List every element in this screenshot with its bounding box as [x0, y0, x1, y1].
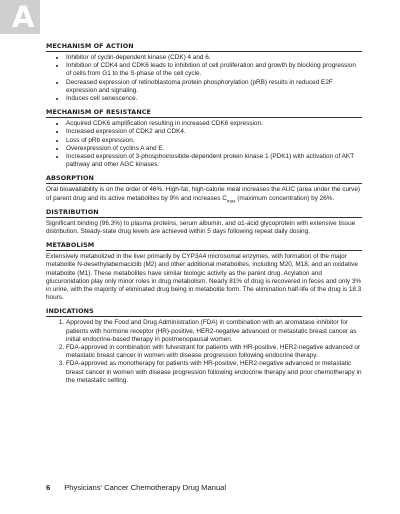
list-item: • Acquired CDK6 amplification resulting in increased CDK6 expression.	[66, 120, 362, 128]
page-footer	[46, 483, 226, 492]
list-item: • Loss of pRb expression.	[66, 137, 362, 145]
text-part: (maximum concentration) by 26%.	[235, 194, 335, 202]
subscript: max	[226, 197, 236, 203]
list-item: 3. FDA-approved as monotherapy for patients with HR-positive, HER2-negative advanced or metastatic breast cancer in women with disease progression following endocrine therapy and prior chemotherapy in the metastatic setting.	[66, 360, 362, 385]
section-heading: ABSORPTION	[46, 174, 362, 184]
section-metabolism	[46, 241, 362, 302]
page-content	[46, 42, 362, 390]
section-heading: MECHANISM OF RESISTANCE	[46, 108, 362, 118]
bullet-list	[46, 120, 362, 169]
section-mechanism-of-action	[46, 42, 362, 103]
list-item: • Overexpression of cyclins A and E.	[66, 145, 362, 153]
section-text: Extensively metabolized in the liver primarily by CYP3A4 microsomal enzymes, with formation of the major metabolite N-desethylabemaciclib (M2) and other additional metabolites, including M20, M18, and an oxidative metabolite (M1). These metabolites have similar biologic activity as the parent drug. Acylation and glucuronidation play only minor roles in drug metabolism. Nearly 81% of drug is recovered in feces and only 3% in urine, with the majority of eliminated drug being in metabolite form. The elimination half-life of the drug is 18.3 hours.	[46, 253, 362, 302]
list-item: • Inhibitor of cyclin-dependent kinase (CDK) 4 and 6.	[66, 54, 362, 62]
numbered-list	[46, 319, 362, 385]
section-text	[46, 186, 362, 202]
section-heading: MECHANISM OF ACTION	[46, 42, 362, 52]
list-item: • Inhibition of CDK4 and CDK6 leads to inhibition of cell proliferation and growth by blocking progression of cells from G1 to the S-phase of the cell cycle.	[66, 62, 362, 78]
list-item: • Induces cell senescence.	[66, 95, 362, 103]
section-tab-letter: A	[0, 0, 40, 34]
list-item: 1. Approved by the Food and Drug Administration (FDA) in combination with an aromatase inhibitor for patients with hormone receptor (HR)-positive, HER2-negative advanced or metastatic breast cancer as initial endocrine-based therapy in postmenopausal women.	[66, 319, 362, 344]
section-heading: DISTRIBUTION	[46, 208, 362, 218]
section-indications	[46, 307, 362, 385]
section-absorption	[46, 174, 362, 202]
section-text: Significant binding (96.3%) to plasma proteins, serum albumin, and α1-acid glycoprotein with extensive tissue distribution. Steady-state drug levels are achieved within 5 days following repeat daily dosing.	[46, 219, 356, 236]
section-heading: METABOLISM	[46, 241, 362, 251]
text-part: Oral bioavailability is on the order of 46%. High-fat, high-calorie meal increases the AUC (area under the curve) of parent drug and its active metabolites by 9% and increases C	[46, 186, 361, 202]
book-title: Physicians' Cancer Chemotherapy Drug Manual	[64, 483, 227, 492]
section-mechanism-of-resistance	[46, 108, 362, 169]
bullet-list	[46, 54, 362, 103]
section-distribution	[46, 208, 362, 236]
list-item: • Increased expression of CDK2 and CDK4.	[66, 128, 362, 136]
page-number: 6	[46, 483, 51, 492]
section-heading: INDICATIONS	[46, 307, 362, 317]
list-item: • Decreased expression of retinoblastoma protein phosphorylation (pRB) results in reduced E2F expression and signaling.	[66, 79, 362, 95]
list-item: 2. FDA-approved in combination with fulvestrant for patients with HR-positive, HER2-negative advanced or metastatic breast cancer in women with disease progression following endocrine therapy.	[66, 344, 362, 360]
list-item: • Increased expression of 3-phosphoinositide-dependent protein kinase 1 (PDK1) with activation of AKT pathway and other AGC kinases.	[66, 153, 362, 169]
